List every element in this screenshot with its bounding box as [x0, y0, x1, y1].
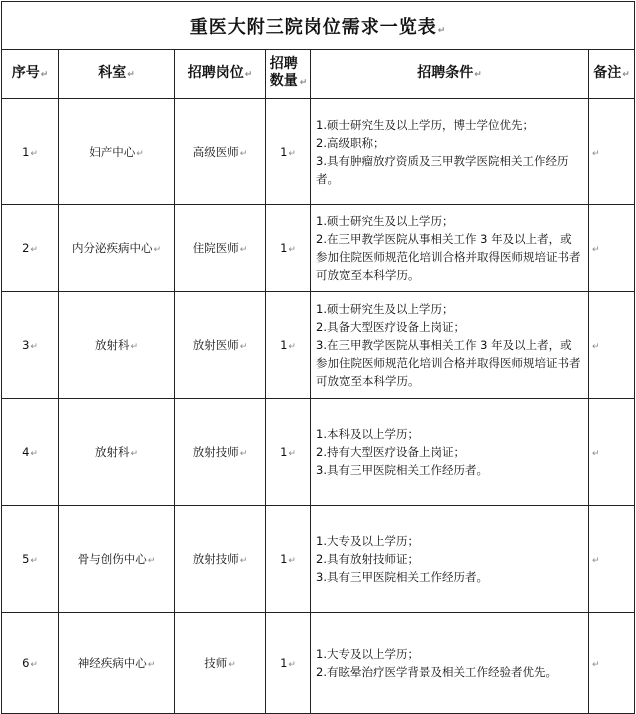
cell-conditions: 1.大专及以上学历； 2.具有放射技师证； 3.具有三甲医院相关工作经历者。	[311, 506, 589, 613]
cell-post: 放射技师↵	[175, 399, 266, 506]
header-dept: 科室↵	[59, 50, 175, 99]
cell-post: 技师↵	[175, 613, 266, 714]
cell-conditions: 1.本科及以上学历； 2.持有大型医疗设备上岗证； 3.具有三甲医院相关工作经历者。	[311, 399, 589, 506]
cell-dept: 骨与创伤中心↵	[59, 506, 175, 613]
cell-post: 放射技师↵	[175, 506, 266, 613]
cell-no: 5↵	[2, 506, 59, 613]
table-row	[2, 292, 635, 399]
cell-count: 1↵	[266, 613, 311, 714]
table-row	[2, 399, 635, 506]
cell-dept: 放射科↵	[59, 292, 175, 399]
table-row	[2, 613, 635, 714]
cell-post: 住院医师↵	[175, 205, 266, 292]
cell-post: 高级医师↵	[175, 99, 266, 205]
header-post: 招聘岗位↵	[175, 50, 266, 99]
table-row	[2, 506, 635, 613]
cell-note: ↵	[589, 292, 635, 399]
header-conditions: 招聘条件↵	[311, 50, 589, 99]
cell-count: 1↵	[266, 99, 311, 205]
table-row	[2, 99, 635, 205]
cell-dept: 内分泌疾病中心↵	[59, 205, 175, 292]
recruitment-table	[1, 1, 635, 714]
cell-count: 1↵	[266, 399, 311, 506]
cell-no: 1↵	[2, 99, 59, 205]
cell-note: ↵	[589, 99, 635, 205]
header-row	[2, 50, 635, 99]
cell-post: 放射医师↵	[175, 292, 266, 399]
cell-count: 1↵	[266, 205, 311, 292]
cell-count: 1↵	[266, 506, 311, 613]
cell-dept: 神经疾病中心↵	[59, 613, 175, 714]
table-row	[2, 205, 635, 292]
cell-no: 4↵	[2, 399, 59, 506]
cell-conditions: 1.大专及以上学历； 2.有眩晕治疗医学背景及相关工作经验者优先。	[311, 613, 589, 714]
page-title: 重医大附三院岗位需求一览表↵	[2, 2, 635, 50]
cell-note: ↵	[589, 613, 635, 714]
cell-no: 2↵	[2, 205, 59, 292]
cell-no: 6↵	[2, 613, 59, 714]
header-count: 招聘数量 ↵	[266, 50, 311, 99]
cell-count: 1↵	[266, 292, 311, 399]
cell-dept: 妇产中心↵	[59, 99, 175, 205]
cell-conditions: 1.硕士研究生及以上学历，博士学位优先； 2.高级职称； 3.具有肿瘤放疗资质及三甲教学医院相关工作经历者。	[311, 99, 589, 205]
cell-note: ↵	[589, 399, 635, 506]
cell-no: 3↵	[2, 292, 59, 399]
cell-conditions: 1.硕士研究生及以上学历； 2.具备大型医疗设备上岗证； 3.在三甲教学医院从事相关工作 3 年及以上者，或参加住院医师规范化培训合格并取得医师规培证书者可放宽至本科学历。	[311, 292, 589, 399]
cell-note: ↵	[589, 205, 635, 292]
header-note: 备注↵	[589, 50, 635, 99]
cell-note: ↵	[589, 506, 635, 613]
cell-conditions: 1.硕士研究生及以上学历； 2.在三甲教学医院从事相关工作 3 年及以上者，或参加住院医师规范化培训合格并取得医师规培证书者可放宽至本科学历。	[311, 205, 589, 292]
header-no: 序号↵	[2, 50, 59, 99]
cell-dept: 放射科↵	[59, 399, 175, 506]
